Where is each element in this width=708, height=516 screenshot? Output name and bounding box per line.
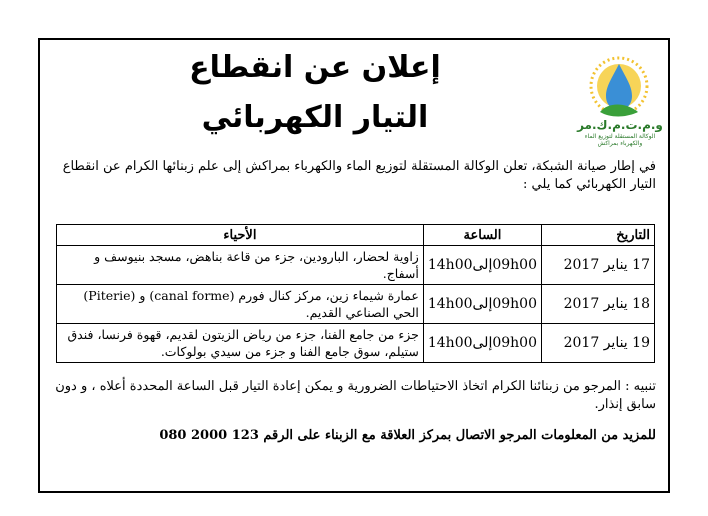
title-line-1: إعلان عن انقطاع — [189, 50, 441, 85]
leaf-icon — [600, 105, 638, 117]
row-date: 18 يناير 2017 — [542, 285, 655, 324]
row-date: 19 يناير 2017 — [542, 324, 655, 363]
header-time: الساعة — [423, 225, 541, 246]
contact-line: للمزيد من المعلومات المرجو الاتصال بمركز العلاقة مع الزبناء على الرقم 123 2000 080 — [159, 428, 656, 443]
row-time: 09h00إلى14h00 — [423, 324, 541, 363]
title-line-2: التيار الكهربائي — [201, 100, 429, 135]
row-date: 17 يناير 2017 — [542, 246, 655, 285]
row-areas: عمارة شيماء زين، مركز كنال فورم (canal forme) و (Piterie) الحي الصناعي القديم. — [57, 285, 424, 324]
row-time: 09h00إلى14h00 — [423, 285, 541, 324]
logo-acronym: و.م.ت.م.ك.مر — [577, 118, 663, 132]
table-header-row — [57, 225, 655, 246]
logo-subtitle: الوكالة المستقلة لتوزيع الماء والكهرباء بمراكش — [584, 133, 656, 147]
notice-paragraph: تنبيه : المرجو من زبنائنا الكرام اتخاذ الاحتياطات الضرورية و يمكن إعادة التيار قبل الساعة المحددة أعلاه ، و دون سابق إنذار. — [55, 379, 656, 412]
row-areas: جزء من جامع الفنا، جزء من رياض الزيتون لقديم، قهوة فرنسا، فندق ستيلم، سوق جامع الفنا و جزء من سيدي بولوكات. — [57, 324, 424, 363]
header-areas: الأحياء — [57, 225, 424, 246]
row-areas: زاوية لحضار، البارودين، جزء من قاعة بناهض، مسجد بنيوسف و أسفاج. — [57, 246, 424, 285]
table-row — [57, 246, 655, 285]
outage-table — [56, 224, 655, 363]
table-row — [57, 324, 655, 363]
intro-paragraph: في إطار صيانة الشبكة، تعلن الوكالة المستقلة لتوزيع الماء والكهرباء بمراكش إلى علم زبنائها الكرام عن انقطاع التيار الكهربائي كما يلي : — [62, 159, 656, 192]
row-time: 09h00إلى14h00 — [423, 246, 541, 285]
header-date: التاريخ — [542, 225, 655, 246]
table-row — [57, 285, 655, 324]
